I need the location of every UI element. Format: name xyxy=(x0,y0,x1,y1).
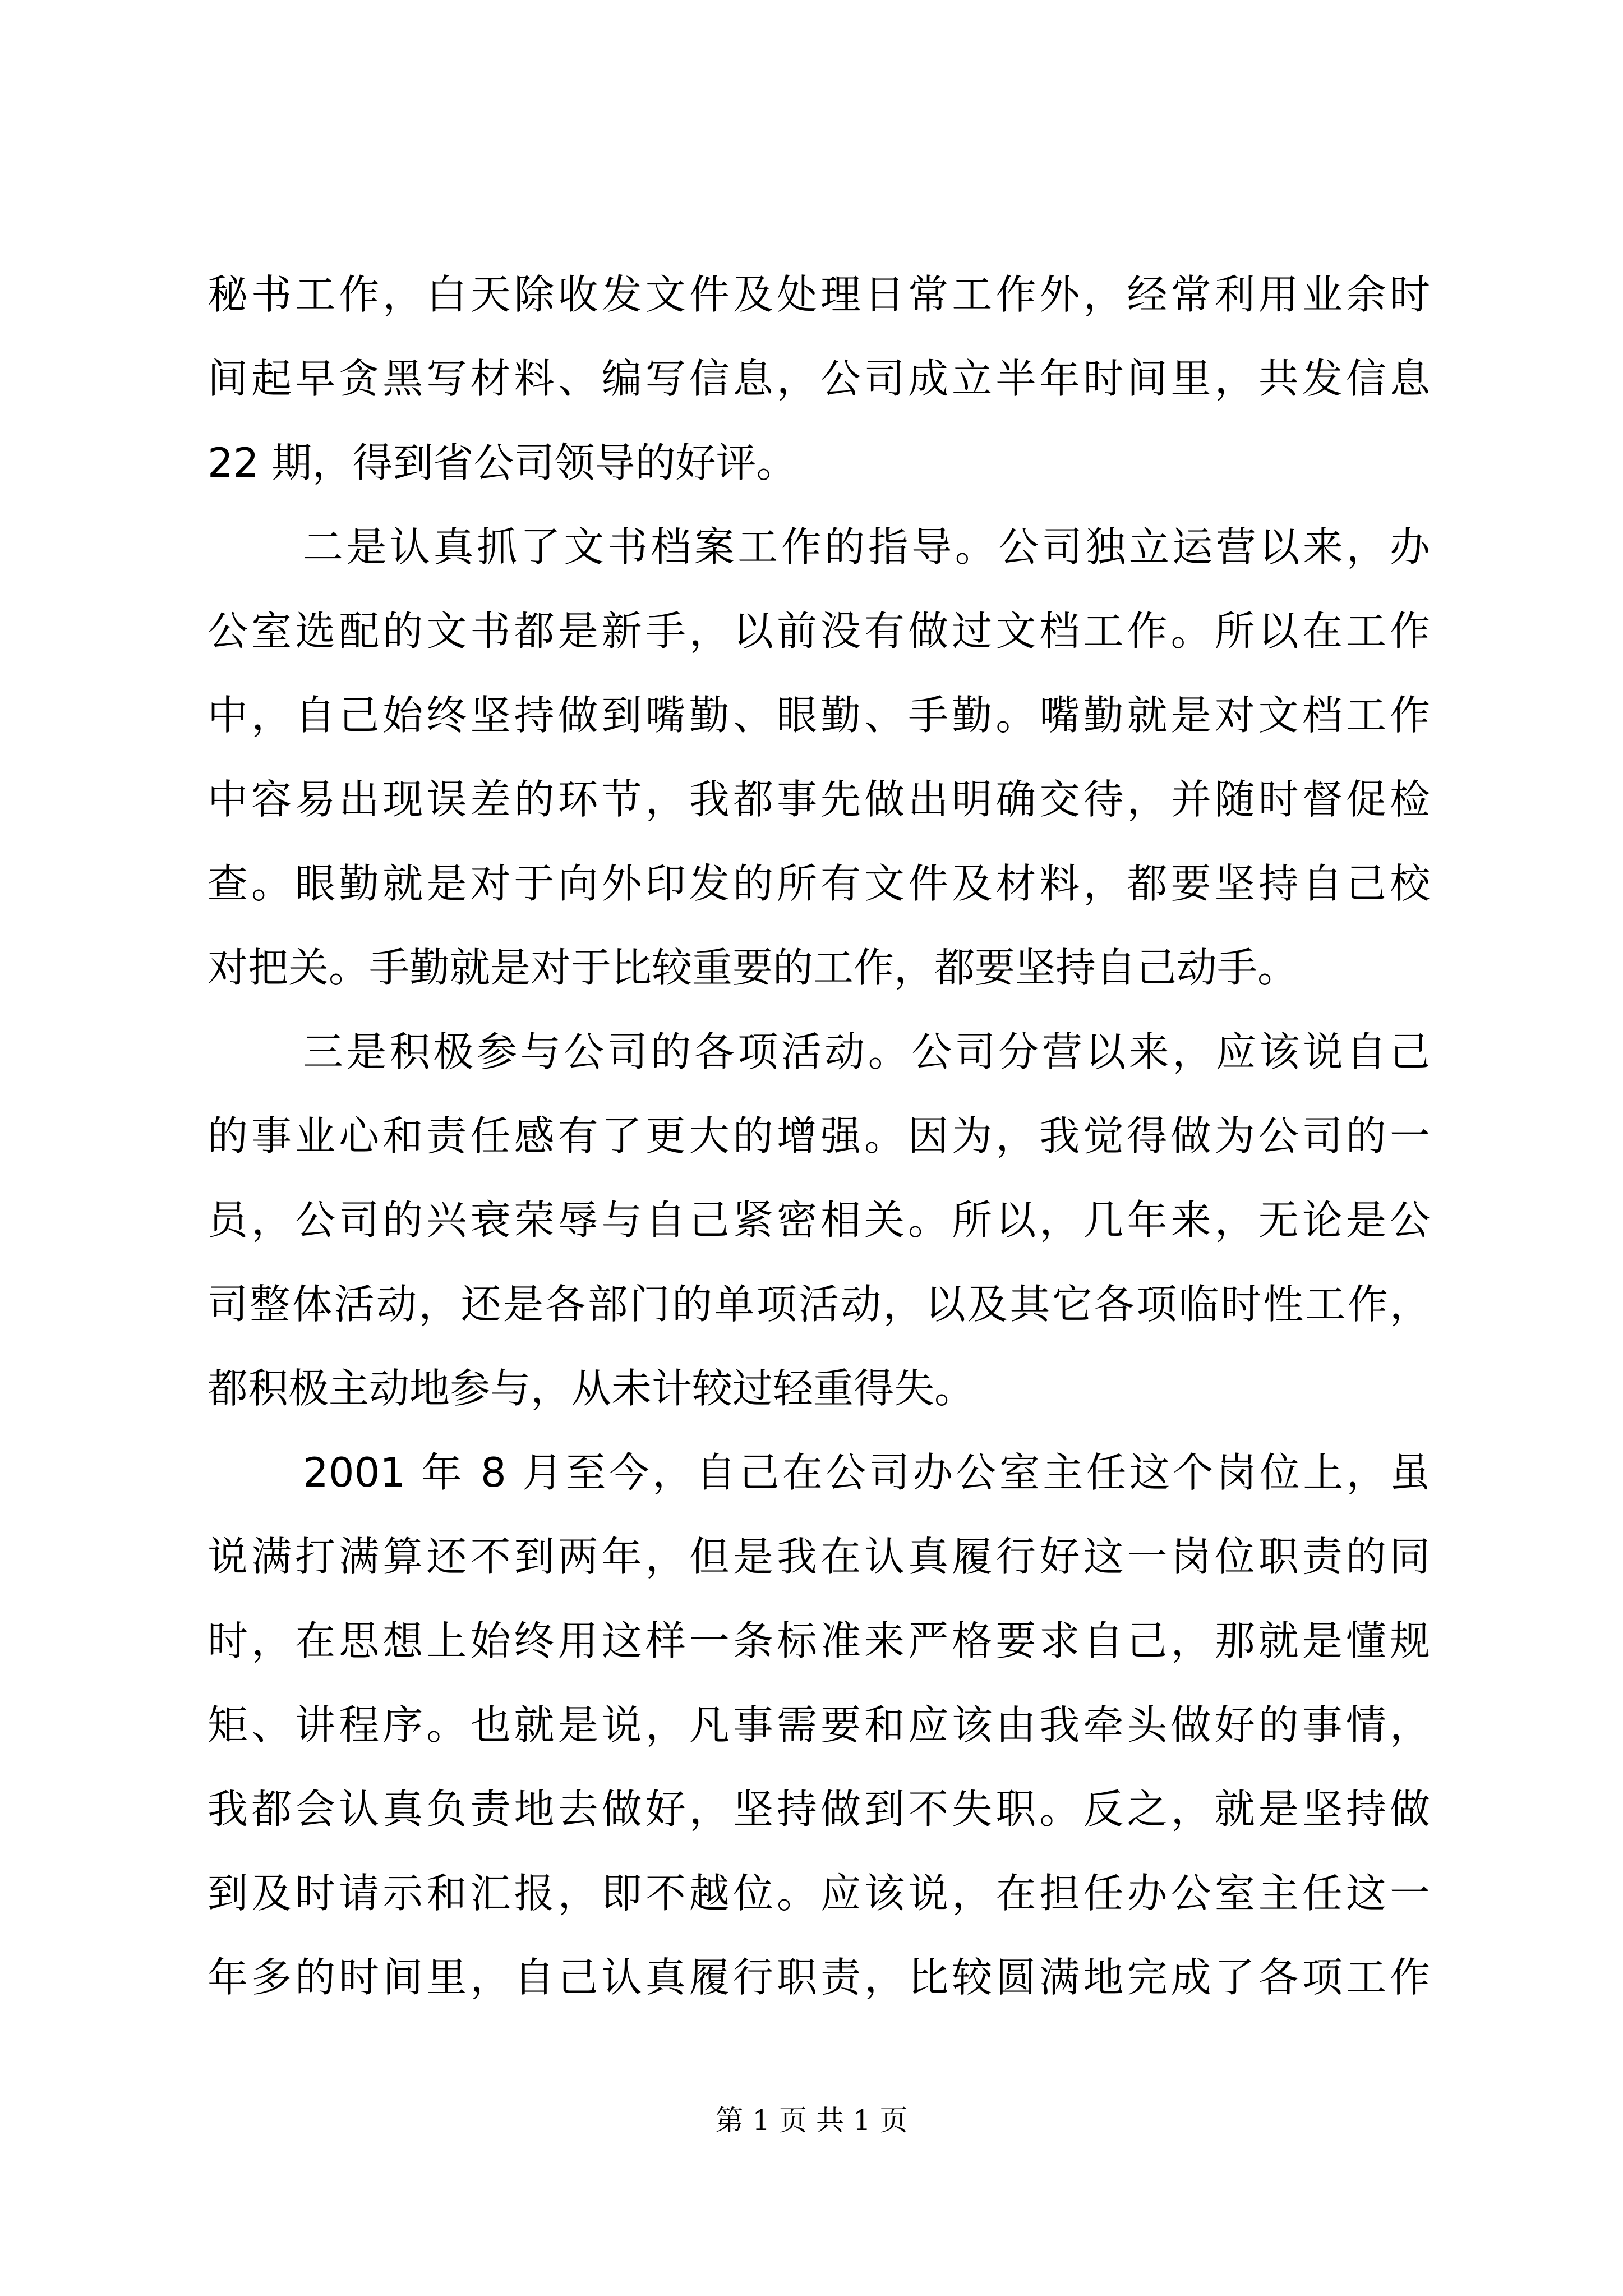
text-line: 员，公司的兴衰荣辱与自己紧密相关。所以，几年来，无论是公 xyxy=(208,1197,1430,1244)
text-line: 公室选配的文书都是新手，以前没有做过文档工作。所以在工作 xyxy=(208,608,1430,655)
text-line: 到及时请示和汇报，即不越位。应该说，在担任办公室主任这一 xyxy=(208,1870,1430,1917)
page-number-footer: 第 1 页 共 1 页 xyxy=(715,2104,908,2137)
text-line: 对把关。手勤就是对于比较重要的工作，都要坚持自己动手。 xyxy=(208,944,1298,991)
paragraph-first-line: 二是认真抓了文书档案工作的指导。公司独立运营以来，办 xyxy=(303,523,1430,570)
text-line: 司整体活动，还是各部门的单项活动，以及其它各项临时性工作， xyxy=(208,1281,1430,1328)
text-line: 年多的时间里，自己认真履行职责，比较圆满地完成了各项工作 xyxy=(208,1954,1430,2001)
text-line: 时，在思想上始终用这样一条标准来严格要求自己，那就是懂规 xyxy=(208,1617,1430,1664)
paragraph-first-line: 三是积极参与公司的各项活动。公司分营以来，应该说自己 xyxy=(303,1028,1430,1075)
text-line: 中容易出现误差的环节，我都事先做出明确交待，并随时督促检 xyxy=(208,776,1430,823)
text-line: 矩、讲程序。也就是说，凡事需要和应该由我牵头做好的事情， xyxy=(208,1701,1430,1749)
text-line: 都积极主动地参与，从未计较过轻重得失。 xyxy=(208,1365,975,1412)
text-line: 22 期，得到省公司领导的好评。 xyxy=(208,439,797,486)
paragraph-first-line: 2001 年 8 月至今，自己在公司办公室主任这个岗位上，虽 xyxy=(303,1449,1430,1496)
text-line: 间起早贪黑写材料、编写信息，公司成立半年时间里，共发信息 xyxy=(208,355,1430,402)
text-line: 说满打满算还不到两年，但是我在认真履行好这一岗位职责的同 xyxy=(208,1533,1430,1580)
text-line: 中，自己始终坚持做到嘴勤、眼勤、手勤。嘴勤就是对文档工作 xyxy=(208,692,1430,739)
text-line: 秘书工作，白天除收发文件及处理日常工作外，经常利用业余时 xyxy=(208,271,1430,318)
text-line: 我都会认真负责地去做好，坚持做到不失职。反之，就是坚持做 xyxy=(208,1786,1430,1833)
text-line: 查。眼勤就是对于向外印发的所有文件及材料，都要坚持自己校 xyxy=(208,860,1430,907)
text-line: 的事业心和责任感有了更大的增强。因为，我觉得做为公司的一 xyxy=(208,1112,1430,1159)
